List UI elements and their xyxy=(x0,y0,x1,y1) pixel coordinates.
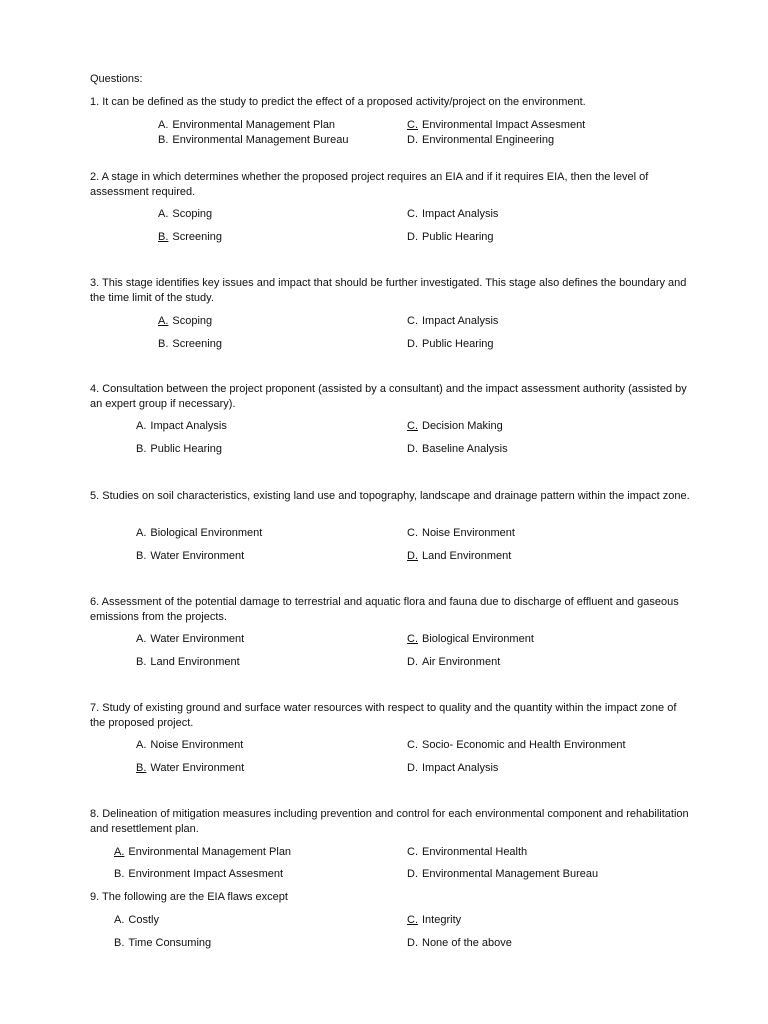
option-letter: C. xyxy=(407,846,418,858)
answer-option xyxy=(407,442,508,457)
page-heading: Questions: xyxy=(90,73,143,85)
option-letter: B. xyxy=(158,134,169,146)
option-letter: A. xyxy=(114,846,125,858)
answer-option xyxy=(136,549,244,564)
question-text: 7. Study of existing ground and surface water resources with respect to quality and the quantity within the impact zone of the proposed project. xyxy=(90,702,677,729)
answer-option xyxy=(136,419,227,434)
question-text: 8. Delineation of mitigation measures including prevention and control for each environmental component and rehabilitation and resettlement plan. xyxy=(90,808,689,835)
option-letter: C. xyxy=(407,914,418,926)
option-text: Environmental Impact Assesment xyxy=(422,119,586,131)
option-letter: A. xyxy=(158,119,169,131)
option-letter: A. xyxy=(158,208,169,220)
answer-option xyxy=(407,337,494,352)
option-text: Biological Environment xyxy=(422,633,534,645)
option-text: Noise Environment xyxy=(422,527,515,539)
answer-option xyxy=(407,936,512,951)
option-letter: A. xyxy=(114,914,125,926)
answer-option xyxy=(407,526,515,541)
option-letter: B. xyxy=(136,762,147,774)
answer-option xyxy=(407,632,534,647)
option-text: Noise Environment xyxy=(150,739,244,751)
option-letter: B. xyxy=(136,656,147,668)
answer-option xyxy=(114,936,211,951)
option-letter: C. xyxy=(407,633,418,645)
answer-option xyxy=(136,761,244,776)
option-text: Impact Analysis xyxy=(422,315,499,327)
question-text: 5. Studies on soil characteristics, existing land use and topography, landscape and drainage pattern within the impact zone. xyxy=(90,490,690,502)
option-letter: A. xyxy=(136,633,147,645)
answer-option xyxy=(407,419,503,434)
answer-option xyxy=(136,442,222,457)
option-text: Environmental Management Plan xyxy=(172,119,336,131)
option-letter: C. xyxy=(407,527,418,539)
option-text: Impact Analysis xyxy=(150,420,227,432)
question-text: 9. The following are the EIA flaws except xyxy=(90,891,288,903)
answer-option xyxy=(407,761,498,776)
answer-option xyxy=(407,118,585,133)
option-letter: A. xyxy=(136,527,147,539)
answer-option xyxy=(407,314,498,329)
answer-option xyxy=(407,207,498,222)
option-text: Impact Analysis xyxy=(422,762,499,774)
answer-option xyxy=(158,314,212,329)
option-text: None of the above xyxy=(422,937,512,949)
option-letter: D. xyxy=(407,656,418,668)
option-letter: A. xyxy=(158,315,169,327)
answer-option xyxy=(136,526,262,541)
answer-option xyxy=(136,655,240,670)
option-letter: D. xyxy=(407,231,418,243)
option-text: Public Hearing xyxy=(422,338,494,350)
answer-option xyxy=(407,549,511,564)
option-letter: C. xyxy=(407,208,418,220)
option-text: Environment Impact Assesment xyxy=(128,868,284,880)
question-text: 1. It can be defined as the study to predict the effect of a proposed activity/project on the environment. xyxy=(90,96,586,108)
option-text: Socio- Economic and Health Environment xyxy=(422,739,626,751)
option-text: Environmental Health xyxy=(422,846,528,858)
option-text: Water Environment xyxy=(150,550,245,562)
option-letter: C. xyxy=(407,315,418,327)
answer-option xyxy=(136,738,243,753)
option-letter: D. xyxy=(407,868,418,880)
option-text: Public Hearing xyxy=(150,443,222,455)
option-text: Scoping xyxy=(172,315,213,327)
answer-option xyxy=(114,867,283,882)
option-letter: B. xyxy=(114,868,125,880)
option-text: Water Environment xyxy=(150,633,245,645)
option-text: Time Consuming xyxy=(128,937,212,949)
answer-option xyxy=(407,655,500,670)
option-letter: D. xyxy=(407,443,418,455)
answer-option xyxy=(158,207,212,222)
answer-option xyxy=(158,337,222,352)
answer-option xyxy=(407,867,598,882)
option-letter: B. xyxy=(136,443,147,455)
option-text: Decision Making xyxy=(422,420,503,432)
question-text: 4. Consultation between the project proponent (assisted by a consultant) and the impact assessment authority (assisted by an expert group if necessary). xyxy=(90,383,687,410)
answer-option xyxy=(407,913,461,928)
option-text: Land Environment xyxy=(422,550,512,562)
option-text: Baseline Analysis xyxy=(422,443,508,455)
option-letter: D. xyxy=(407,338,418,350)
answer-option xyxy=(114,845,291,860)
option-letter: C. xyxy=(407,119,418,131)
option-letter: D. xyxy=(407,134,418,146)
answer-option xyxy=(158,133,349,148)
option-letter: C. xyxy=(407,739,418,751)
option-letter: D. xyxy=(407,937,418,949)
option-text: Environmental Management Bureau xyxy=(422,868,599,880)
option-letter: B. xyxy=(158,338,169,350)
answer-option xyxy=(158,118,335,133)
option-text: Land Environment xyxy=(150,656,240,668)
option-letter: A. xyxy=(136,420,147,432)
option-text: Water Environment xyxy=(150,762,245,774)
answer-option xyxy=(158,230,222,245)
option-text: Screening xyxy=(172,338,222,350)
answer-option xyxy=(136,632,244,647)
option-text: Biological Environment xyxy=(150,527,263,539)
answer-option xyxy=(407,845,527,860)
answer-option xyxy=(114,913,159,928)
answer-option xyxy=(407,230,494,245)
option-text: Costly xyxy=(128,914,159,926)
option-text: Integrity xyxy=(422,914,462,926)
option-text: Screening xyxy=(172,231,222,243)
option-letter: B. xyxy=(158,231,169,243)
option-text: Impact Analysis xyxy=(422,208,499,220)
option-text: Environmental Engineering xyxy=(422,134,555,146)
option-letter: C. xyxy=(407,420,418,432)
question-text: 2. A stage in which determines whether the proposed project requires an EIA and if it requires EIA, then the level of assessment required. xyxy=(90,171,649,198)
answer-option xyxy=(407,133,554,148)
question-text: 6. Assessment of the potential damage to terrestrial and aquatic flora and fauna due to discharge of effluent and gaseous emissions from the projects. xyxy=(90,596,679,623)
option-text: Environmental Management Plan xyxy=(128,846,292,858)
question-text: 3. This stage identifies key issues and impact that should be further investigated. This stage also defines the boundary and the time limit of the study. xyxy=(90,277,687,304)
option-letter: B. xyxy=(136,550,147,562)
answer-option xyxy=(407,738,626,753)
option-letter: B. xyxy=(114,937,125,949)
option-letter: A. xyxy=(136,739,147,751)
option-text: Scoping xyxy=(172,208,213,220)
option-text: Air Environment xyxy=(422,656,501,668)
option-text: Environmental Management Bureau xyxy=(172,134,349,146)
option-text: Public Hearing xyxy=(422,231,494,243)
option-letter: D. xyxy=(407,550,418,562)
option-letter: D. xyxy=(407,762,418,774)
